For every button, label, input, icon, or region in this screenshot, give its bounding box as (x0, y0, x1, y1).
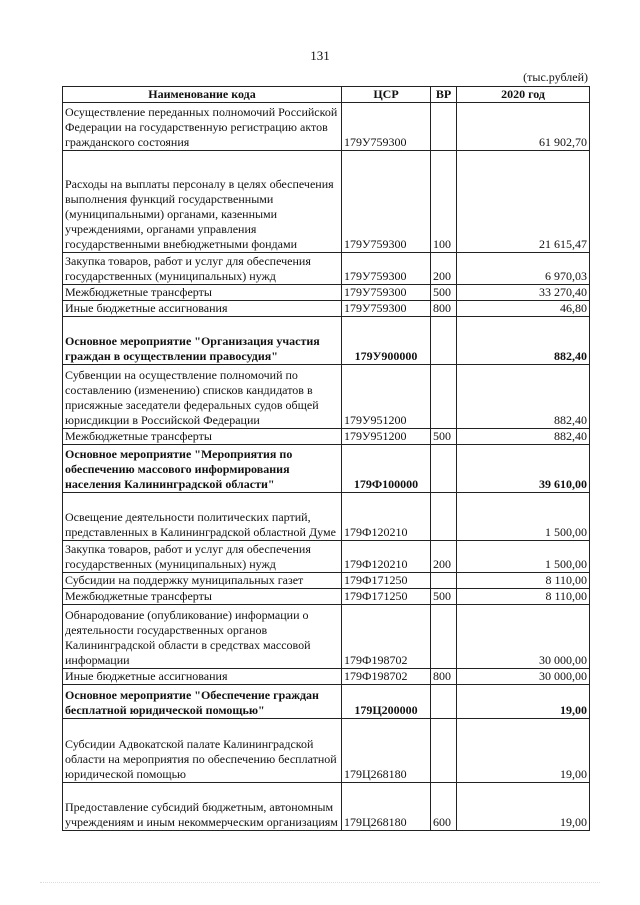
row-csr-cell: 179У759300 (342, 301, 431, 317)
row-amount-cell: 21 615,47 (457, 151, 590, 253)
budget-table (62, 86, 590, 831)
row-amount-cell: 30 000,00 (457, 605, 590, 669)
row-name-cell: Межбюджетные трансферты (63, 589, 342, 605)
page-number: 131 (310, 48, 330, 63)
row-vr-cell: 800 (431, 669, 457, 685)
row-vr-cell (431, 605, 457, 669)
row-amount-cell: 19,00 (457, 685, 590, 719)
table-row (63, 285, 590, 301)
row-amount-cell: 8 110,00 (457, 573, 590, 589)
row-vr-cell: 800 (431, 301, 457, 317)
table-row (63, 589, 590, 605)
row-amount-cell: 33 270,40 (457, 285, 590, 301)
table-row (63, 365, 590, 429)
row-amount-cell: 882,40 (457, 429, 590, 445)
row-name-cell: Иные бюджетные ассигнования (63, 669, 342, 685)
row-vr-cell: 200 (431, 541, 457, 573)
table-row (63, 669, 590, 685)
row-vr-cell: 600 (431, 783, 457, 831)
row-name-cell: Расходы на выплаты персоналу в целях обеспечения выполнения функций государственными (муниципальными) органами, казенными учреждениями, органами управления государственными внебюджетными фондами (63, 151, 342, 253)
row-vr-cell (431, 317, 457, 365)
table-row (63, 573, 590, 589)
table-row (63, 783, 590, 831)
row-amount-cell: 1 500,00 (457, 493, 590, 541)
row-name-cell: Субвенции на осуществление полномочий по составлению (изменению) списков кандидатов в присяжные заседатели федеральных судов общей юрисдикции в Российской Федерации (63, 365, 342, 429)
row-csr-cell: 179У900000 (342, 317, 431, 365)
table-row (63, 103, 590, 151)
row-name-cell: Основное мероприятие "Мероприятия по обеспечению массового информирования населения Калининградской области" (63, 445, 342, 493)
row-csr-cell: 179У951200 (342, 429, 431, 445)
row-name-cell: Межбюджетные трансферты (63, 285, 342, 301)
row-csr-cell: 179Ф171250 (342, 573, 431, 589)
table-row (63, 493, 590, 541)
row-csr-cell: 179Ф198702 (342, 605, 431, 669)
row-name-cell: Основное мероприятие "Обеспечение граждан бесплатной юридической помощью" (63, 685, 342, 719)
table-header-row (63, 87, 590, 103)
row-vr-cell (431, 445, 457, 493)
table-row (63, 301, 590, 317)
row-vr-cell (431, 493, 457, 541)
row-amount-cell: 46,80 (457, 301, 590, 317)
row-amount-cell: 1 500,00 (457, 541, 590, 573)
row-name-cell: Предоставление субсидий бюджетным, автономным учреждениям и иным некоммерческим организациям (63, 783, 342, 831)
table-row (63, 605, 590, 669)
row-csr-cell: 179Ф120210 (342, 541, 431, 573)
row-csr-cell: 179Ф198702 (342, 669, 431, 685)
table-row (63, 253, 590, 285)
row-csr-cell: 179Ф120210 (342, 493, 431, 541)
header-csr: ЦСР (342, 87, 431, 103)
row-name-cell: Иные бюджетные ассигнования (63, 301, 342, 317)
row-name-cell: Закупка товаров, работ и услуг для обеспечения государственных (муниципальных) нужд (63, 253, 342, 285)
row-vr-cell: 500 (431, 285, 457, 301)
row-amount-cell: 61 902,70 (457, 103, 590, 151)
row-amount-cell: 882,40 (457, 317, 590, 365)
row-name-cell: Закупка товаров, работ и услуг для обеспечения государственных (муниципальных) нужд (63, 541, 342, 573)
row-vr-cell (431, 719, 457, 783)
row-amount-cell: 19,00 (457, 783, 590, 831)
row-name-cell: Субсидии Адвокатской палате Калининградской области на мероприятия по обеспечению бесплатной юридической помощью (63, 719, 342, 783)
row-name-cell: Межбюджетные трансферты (63, 429, 342, 445)
row-amount-cell: 19,00 (457, 719, 590, 783)
table-body (63, 103, 590, 831)
header-vr: ВР (431, 87, 457, 103)
row-name-cell: Обнародование (опубликование) информации о деятельности государственных органов Калининградской области в средствах массовой информации (63, 605, 342, 669)
row-csr-cell: 179Ц268180 (342, 783, 431, 831)
table-row (63, 317, 590, 365)
row-csr-cell: 179Ф171250 (342, 589, 431, 605)
row-vr-cell: 200 (431, 253, 457, 285)
table-row (63, 429, 590, 445)
row-amount-cell: 882,40 (457, 365, 590, 429)
row-vr-cell: 500 (431, 429, 457, 445)
header-name: Наименование кода (63, 87, 342, 103)
row-csr-cell: 179У951200 (342, 365, 431, 429)
row-name-cell: Освещение деятельности политических партий, представленных в Калининградской областной Думе (63, 493, 342, 541)
row-amount-cell: 6 970,03 (457, 253, 590, 285)
table-row (63, 445, 590, 493)
row-csr-cell: 179У759300 (342, 285, 431, 301)
row-csr-cell: 179Ф100000 (342, 445, 431, 493)
row-name-cell: Субсидии на поддержку муниципальных газет (63, 573, 342, 589)
row-vr-cell (431, 685, 457, 719)
row-csr-cell: 179Ц200000 (342, 685, 431, 719)
row-vr-cell: 100 (431, 151, 457, 253)
row-vr-cell (431, 103, 457, 151)
table-row (63, 151, 590, 253)
table-row (63, 685, 590, 719)
row-csr-cell: 179Ц268180 (342, 719, 431, 783)
scan-noise-line (40, 882, 600, 887)
row-amount-cell: 30 000,00 (457, 669, 590, 685)
row-vr-cell (431, 573, 457, 589)
row-vr-cell: 500 (431, 589, 457, 605)
row-vr-cell (431, 365, 457, 429)
table-row (63, 719, 590, 783)
units-label: (тыс.рублей) (523, 70, 588, 84)
row-csr-cell: 179У759300 (342, 151, 431, 253)
row-amount-cell: 8 110,00 (457, 589, 590, 605)
header-year: 2020 год (457, 87, 590, 103)
row-amount-cell: 39 610,00 (457, 445, 590, 493)
row-csr-cell: 179У759300 (342, 103, 431, 151)
row-name-cell: Осуществление переданных полномочий Российской Федерации на государственную регистрацию актов гражданского состояния (63, 103, 342, 151)
row-name-cell: Основное мероприятие "Организация участия граждан в осуществлении правосудия" (63, 317, 342, 365)
table-row (63, 541, 590, 573)
row-csr-cell: 179У759300 (342, 253, 431, 285)
